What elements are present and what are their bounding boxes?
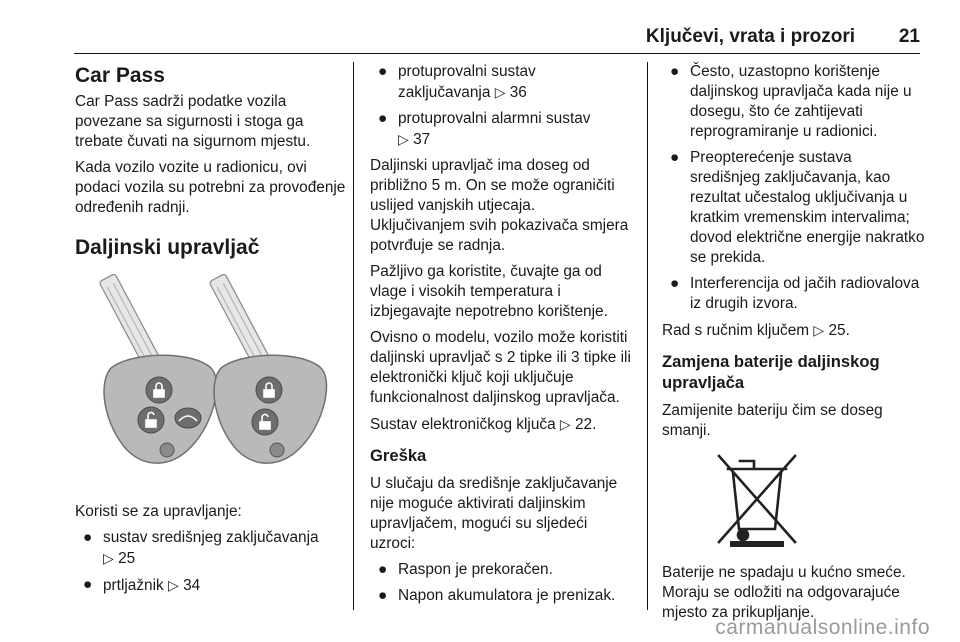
list-item: ● Raspon je prekoračen. [378,561,553,578]
bullet-dot: ● [83,576,93,593]
car-pass-paragraph-1: Car Pass sadrži podatke vozila povezane sa sigurnosti i stoga ga trebate čuvati na sigurnom mjestu. [75,93,311,150]
electronic-key-paragraph: Sustav elektroničkog ključa ▷ 22. [370,416,597,433]
car-pass-paragraph-2: Kada vozilo vozite u radionicu, ovi podaci vozila su potrebni za provođenje određenih radnji. [75,159,346,216]
list-item: ● protuprovalni sustav zaključavanja ▷ 36 [378,63,536,101]
care-paragraph: Pažljivo ga koristite, čuvajte ga od vlage i visokih temperatura i izbjegavajte nepotrebno korištenje. [370,263,608,320]
page-reference: 25 [118,550,136,567]
list-item: ● Preopterećenje sustava središnjeg zaključavanja, kao rezultat učestalog uključivanja u kratkim vremenskim intervalima; dovod električne energije nakratko se prekida. [670,149,925,266]
trunk-button-icon [175,408,201,428]
battery-heading: Zamjena baterije daljinskog upravljača [662,352,880,392]
manual-key-paragraph: Rad s ručnim ključem ▷ 25. [662,322,850,339]
page-reference: 36 [509,84,527,101]
page-reference-arrow-icon: ▷ [103,550,114,566]
page-number: 21 [898,26,920,47]
list-item: ● prtljažnik ▷ 34 [83,576,201,594]
page-reference: 37 [413,131,431,148]
crossed-out-bin-icon [714,451,800,549]
list-item: ● Napon akumulatora je prenizak. [378,587,616,604]
page-reference-arrow-icon: ▷ [559,416,571,432]
bullet-dot: ● [378,63,388,80]
battery-paragraph: Zamijenite bateriju čim se doseg smanji. [662,402,883,439]
usage-intro: Koristi se za upravljanje: [75,503,242,520]
disposal-paragraph: Baterije ne spadaju u kućno smeće. Moraju se odložiti na odgovarajuće mjesto za prikupljanje. [662,564,906,621]
bullet-dot: ● [378,110,388,127]
column-3 [662,62,926,629]
page-reference: 25. [828,322,850,339]
watermark: carmanualsonline.info [715,616,930,639]
column-1 [75,62,347,602]
page-reference: 22. [574,416,597,433]
bullet-dot: ● [670,63,680,80]
column-2 [370,62,632,612]
page-reference: 34 [183,577,201,594]
list-item: ● protuprovalni alarmni sustav ▷ 37 [378,110,591,148]
chapter-title: Ključevi, vrata i prozori [645,26,855,47]
page-reference-arrow-icon: ▷ [168,577,179,593]
list-item: ● Interferencija od jačih radiovalova iz drugih izvora. [670,275,920,312]
car-pass-heading: Car Pass [75,64,165,87]
remote-keys-illustration [71,272,343,492]
page-reference-arrow-icon: ▷ [494,84,506,100]
fault-paragraph: U slučaju da središnje zaključavanje nije moguće aktivirati daljinskim upravljačem, mogući su sljedeći uzroci: [370,475,618,552]
range-paragraph: Daljinski upravljač ima doseg od približno 5 m. On se može ograničiti uslijed vanjskih utjecaja. Uključivanjem svih pokazivača smjera potvrđuje se radnja. [370,157,629,254]
bullet-dot: ● [670,149,680,166]
page-reference-arrow-icon: ▷ [398,131,409,147]
page-header [0,0,960,60]
bullet-dot: ● [378,587,388,604]
list-item: ● Često, uzastopno korištenje daljinskog upravljača kada nije u dosegu, što će zahtijevati reprogramiranje u radionici. [670,63,912,140]
model-paragraph: Ovisno o modelu, vozilo može koristiti daljinski upravljač s 2 tipke ili 3 tipke ili elektronički ključ koji uključuje funkcionalnost daljinskog upravljača. [370,329,631,406]
bullet-dot: ● [378,561,388,578]
header-rule [74,53,920,54]
remote-control-heading: Daljinski upravljač [75,236,260,259]
column-divider-right [647,62,648,610]
bullet-dot: ● [83,529,93,546]
fault-heading: Greška [370,446,427,465]
bullet-dot: ● [670,275,680,292]
list-item: ● sustav središnjeg zaključavanja ▷ 25 [83,529,319,567]
page-reference-arrow-icon: ▷ [813,322,825,338]
column-divider-left [353,62,354,610]
